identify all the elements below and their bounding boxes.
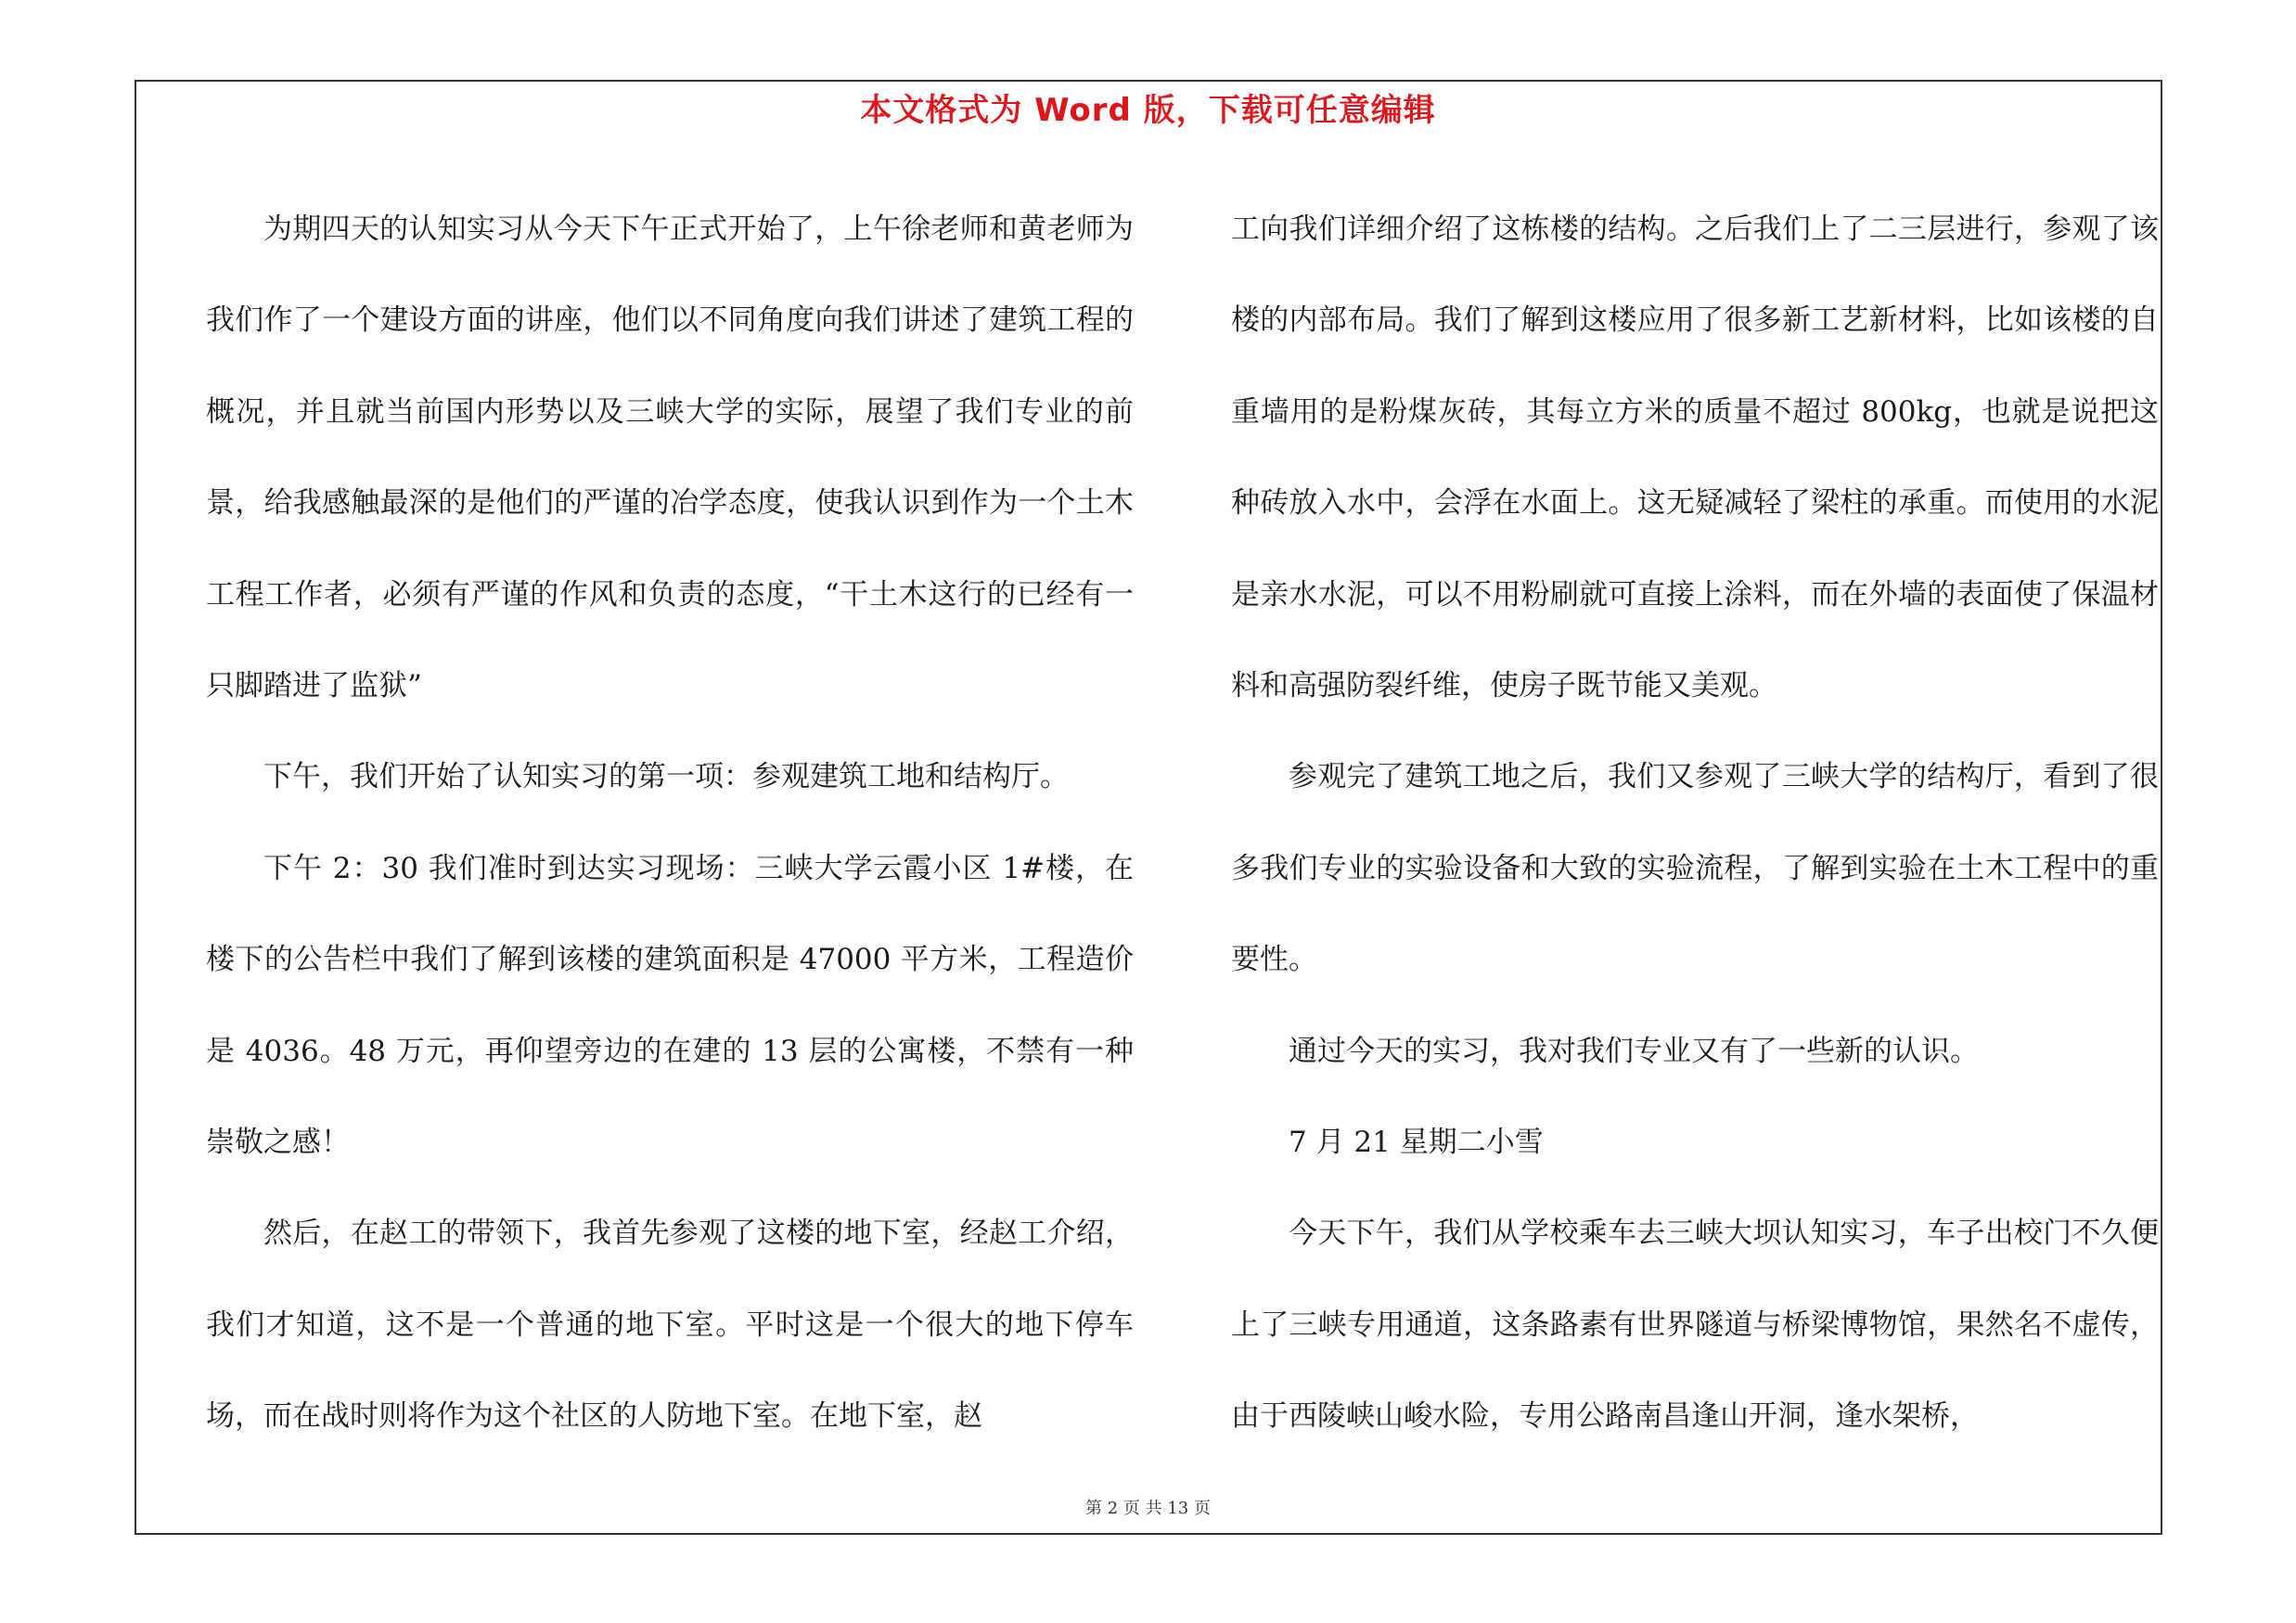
header-banner: 本文格式为 Word 版，下载可任意编辑 (860, 92, 1436, 129)
date-heading: 7 月 21 星期二小雪 (1289, 1126, 1544, 1160)
paragraph: 通过今天的实习，我对我们专业又有了一些新的认识。 (1289, 1034, 1979, 1068)
page-number: 第 2 页 共 13 页 (1085, 1499, 1211, 1518)
paragraph: 下午 2：30 我们准时到达实习现场：三峡大学云霞小区 1#楼，在楼下的公告栏中我们了解到该楼的建筑面积是 47000 平方米，工程造价是 4036。48 万元，再仰望旁边的在建的 13 层的公寓楼，不禁有一种崇敬之感！ (206, 851, 1134, 1160)
right-column (1231, 184, 2159, 1462)
paragraph-continued: 工向我们详细介绍了这栋楼的结构。之后我们上了二三层进行，参观了该楼的内部布局。我们了解到这楼应用了很多新工艺新材料，比如该楼的自重墙用的是粉煤灰砖，其每立方米的质量不超过 800kg，也就是说把这种砖放入水中，会浮在水面上。这无疑减轻了梁柱的承重。而使用的水泥是亲水水泥，可以不用粉刷就可直接上涂料，而在外墙的表面使了保温材料和高强防裂纤维，使房子既节能又美观。 (1231, 213, 2159, 703)
left-column (206, 184, 1134, 1462)
paragraph: 下午，我们开始了认知实习的第一项：参观建筑工地和结构厅。 (263, 760, 1069, 794)
paragraph: 为期四天的认知实习从今天下午正式开始了，上午徐老师和黄老师为我们作了一个建设方面的讲座，他们以不同角度向我们讲述了建筑工程的概况，并且就当前国内形势以及三峡大学的实际，展望了我们专业的前景，给我感触最深的是他们的严谨的冶学态度，使我认识到作为一个土木工程工作者，必须有严谨的作风和负责的态度，“干土木这行的已经有一只脚踏进了监狱” (206, 213, 1134, 703)
paragraph: 参观完了建筑工地之后，我们又参观了三峡大学的结构厅，看到了很多我们专业的实验设备和大致的实验流程，了解到实验在土木工程中的重要性。 (1231, 760, 2159, 977)
paragraph: 然后，在赵工的带领下，我首先参观了这楼的地下室，经赵工介绍，我们才知道，这不是一个普通的地下室。平时这是一个很大的地下停车场，而在战时则将作为这个社区的人防地下室。在地下室，赵 (206, 1217, 1134, 1434)
paragraph: 今天下午，我们从学校乘车去三峡大坝认知实习，车子出校门不久便上了三峡专用通道，这条路素有世界隧道与桥梁博物馆，果然名不虚传，由于西陵峡山峻水险，专用公路南昌逢山开洞，逢水架桥， (1231, 1217, 2159, 1434)
